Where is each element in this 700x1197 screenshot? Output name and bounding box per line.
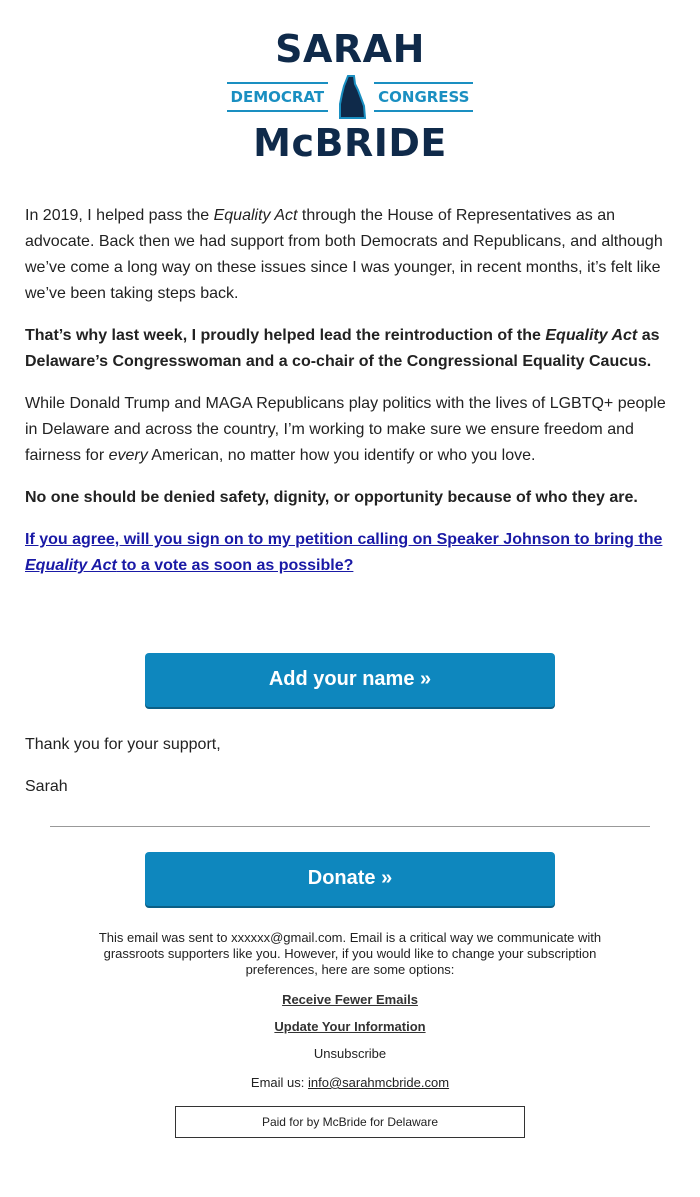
- donate-button[interactable]: Donate »: [145, 852, 555, 906]
- update-information-link[interactable]: Update Your Information: [274, 1019, 426, 1034]
- signoff-name: Sarah: [25, 778, 68, 795]
- email-us-line: Email us: info@sarahmcbride.com: [250, 1075, 450, 1090]
- logo-first-name: SARAH: [275, 27, 425, 71]
- paragraph-intro: In 2019, I helped pass the Equality Act through the House of Representatives as an advocate. Back then we had support from both Democrats and Republicans, and although we’ve come a long way on these issues since I was younger, in recent months, it’s felt like we’ve been taking steps back.: [25, 207, 663, 302]
- divider: [50, 826, 650, 827]
- paragraph-lgbtq: While Donald Trump and MAGA Republicans play politics with the lives of LGBTQ+ people in Delaware and across the country, I’m working to make sure we ensure freedom and fairness for every American, no matter how you identify or who you love.: [25, 395, 666, 464]
- add-your-name-button[interactable]: Add your name »: [145, 653, 555, 707]
- paragraph-dignity: No one should be denied safety, dignity, or opportunity because of who they are.: [25, 489, 638, 506]
- equality-act-emphasis: Equality Act: [545, 327, 638, 344]
- paid-for-by-box: Paid for by McBride for Delaware: [175, 1106, 525, 1138]
- unsubscribe-link[interactable]: Unsubscribe: [313, 1046, 387, 1061]
- logo-congress-label: CONGRESS: [374, 82, 473, 112]
- every-emphasis: every: [108, 447, 148, 464]
- equality-act-emphasis: Equality Act: [213, 207, 298, 224]
- petition-link[interactable]: If you agree, will you sign on to my petition calling on Speaker Johnson to bring the Equality Act to a vote as soon as possible?: [25, 531, 663, 574]
- logo-democrat-label: DEMOCRAT: [227, 82, 329, 112]
- logo-last-name: McBRIDE: [253, 121, 447, 165]
- email-footer: [75, 930, 625, 1090]
- paragraph-reintroduction: That’s why last week, I proudly helped lead the reintroduction of the Equality Act as Delaware’s Congresswoman and a co-chair of the Congressional Equality Caucus.: [25, 327, 660, 370]
- delaware-state-icon: [334, 74, 368, 120]
- signoff-thanks: Thank you for your support,: [25, 736, 221, 753]
- campaign-logo: [0, 27, 700, 165]
- receive-fewer-emails-link[interactable]: Receive Fewer Emails: [282, 992, 418, 1007]
- petition-paragraph: [25, 527, 675, 579]
- footer-note: This email was sent to xxxxxx@gmail.com. Email is a critical way we communicate with grassroots supporters like you. However, if you would like to change your subscription preferences, here are some options:: [98, 930, 602, 977]
- email-body: [25, 203, 675, 595]
- logo-middle-row: [0, 74, 700, 120]
- email-address-link[interactable]: info@sarahmcbride.com: [307, 1075, 450, 1090]
